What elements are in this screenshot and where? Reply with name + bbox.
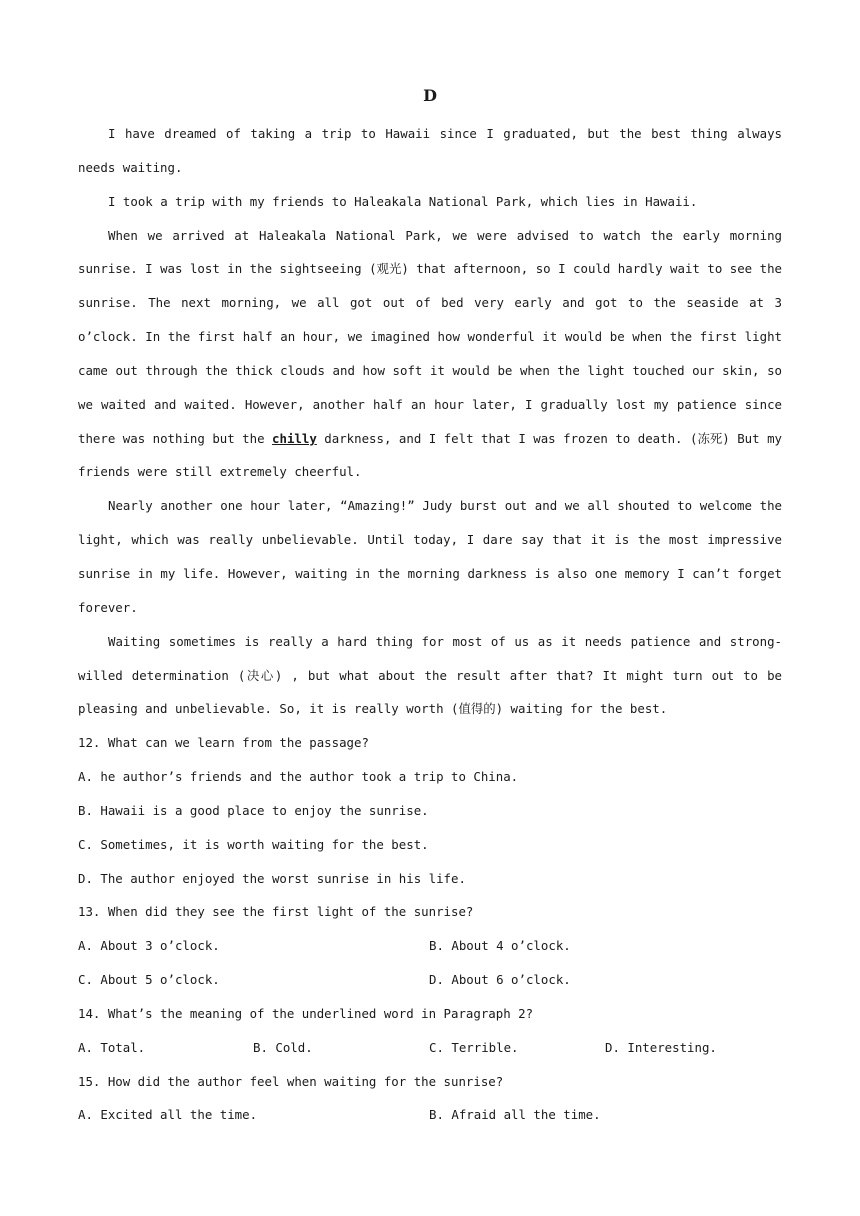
question-12-option-b[interactable]: B. Hawaii is a good place to enjoy the sunrise. bbox=[78, 802, 429, 818]
paragraph-4: Nearly another one hour later, “Amazing!” Judy burst out and we all shouted to welcome the light, which was really unbelievable. Until today, I dare say that it is the most impressive sunrise in my life. However, waiting in the morning darkness is also one memory I can’t forget forever. bbox=[78, 498, 782, 615]
paragraph-3 bbox=[78, 219, 782, 490]
question-13-option-d[interactable]: D. About 6 o’clock. bbox=[429, 972, 571, 988]
question-15-option-a[interactable]: A. Excited all the time. bbox=[78, 1107, 258, 1123]
question-12-option-d[interactable]: D. The author enjoyed the worst sunrise in his life. bbox=[78, 870, 466, 886]
question-12-option-a[interactable]: A. he author’s friends and the author took a trip to China. bbox=[78, 769, 519, 785]
question-14-option-b[interactable]: B. Cold. bbox=[253, 1039, 313, 1055]
question-13-option-c[interactable]: C. About 5 o’clock. bbox=[78, 972, 220, 988]
question-12-stem: 12. What can we learn from the passage? bbox=[78, 735, 369, 751]
question-13-options-row-2 bbox=[78, 963, 782, 997]
paragraph-2: I took a trip with my friends to Haleakala National Park, which lies in Hawaii. bbox=[108, 193, 698, 209]
question-14-options-row bbox=[78, 1031, 782, 1065]
question-13-option-a[interactable]: A. About 3 o’clock. bbox=[78, 938, 220, 954]
question-13-option-b[interactable]: B. About 4 o’clock. bbox=[429, 938, 571, 954]
paragraph-3-text-before: When we arrived at Haleakala National Park, we were advised to watch the early morning sunrise. I was lost in the sightseeing (观光) that afternoon, so I could hardly wait to see the sunrise. The next morning, we all got out of bed very early and got to the seaside at 3 o’clock. In the first half an hour, we imagined how wonderful it would be when the first light came out through the thick clouds and how soft it would be when the light touched our skin, so we waited and waited. However, another half an hour later, I gradually lost my patience since there was nothing but the bbox=[78, 227, 782, 446]
question-14-option-a[interactable]: A. Total. bbox=[78, 1039, 146, 1055]
paragraph-5: Waiting sometimes is really a hard thing for most of us as it needs patience and strong-willed determination (决心) , but what about the result after that? It might turn out to be pleasing and unbelievable. So, it is really worth (值得的) waiting for the best. bbox=[78, 633, 782, 717]
question-15-options-row bbox=[78, 1098, 782, 1132]
passage-body bbox=[78, 117, 782, 1132]
paragraph-3-text-after: darkness, and I felt that I was frozen to death. (冻死) But my friends were still extremely cheerful. bbox=[78, 430, 782, 480]
underlined-word: chilly bbox=[272, 430, 317, 446]
question-14-option-d[interactable]: D. Interesting. bbox=[605, 1039, 717, 1055]
paragraph-1: I have dreamed of taking a trip to Hawaii since I graduated, but the best thing always needs waiting. bbox=[78, 126, 782, 175]
question-14-option-c[interactable]: C. Terrible. bbox=[429, 1039, 519, 1055]
question-15-stem: 15. How did the author feel when waiting for the sunrise? bbox=[78, 1073, 504, 1089]
question-15-option-b[interactable]: B. Afraid all the time. bbox=[429, 1107, 601, 1123]
question-14-stem: 14. What’s the meaning of the underlined word in Paragraph 2? bbox=[78, 1005, 534, 1021]
question-13-options-row-1 bbox=[78, 929, 782, 963]
passage-title: D bbox=[423, 86, 437, 105]
question-13-stem: 13. When did they see the first light of the sunrise? bbox=[78, 904, 474, 920]
question-12-option-c[interactable]: C. Sometimes, it is worth waiting for the best. bbox=[78, 836, 429, 852]
